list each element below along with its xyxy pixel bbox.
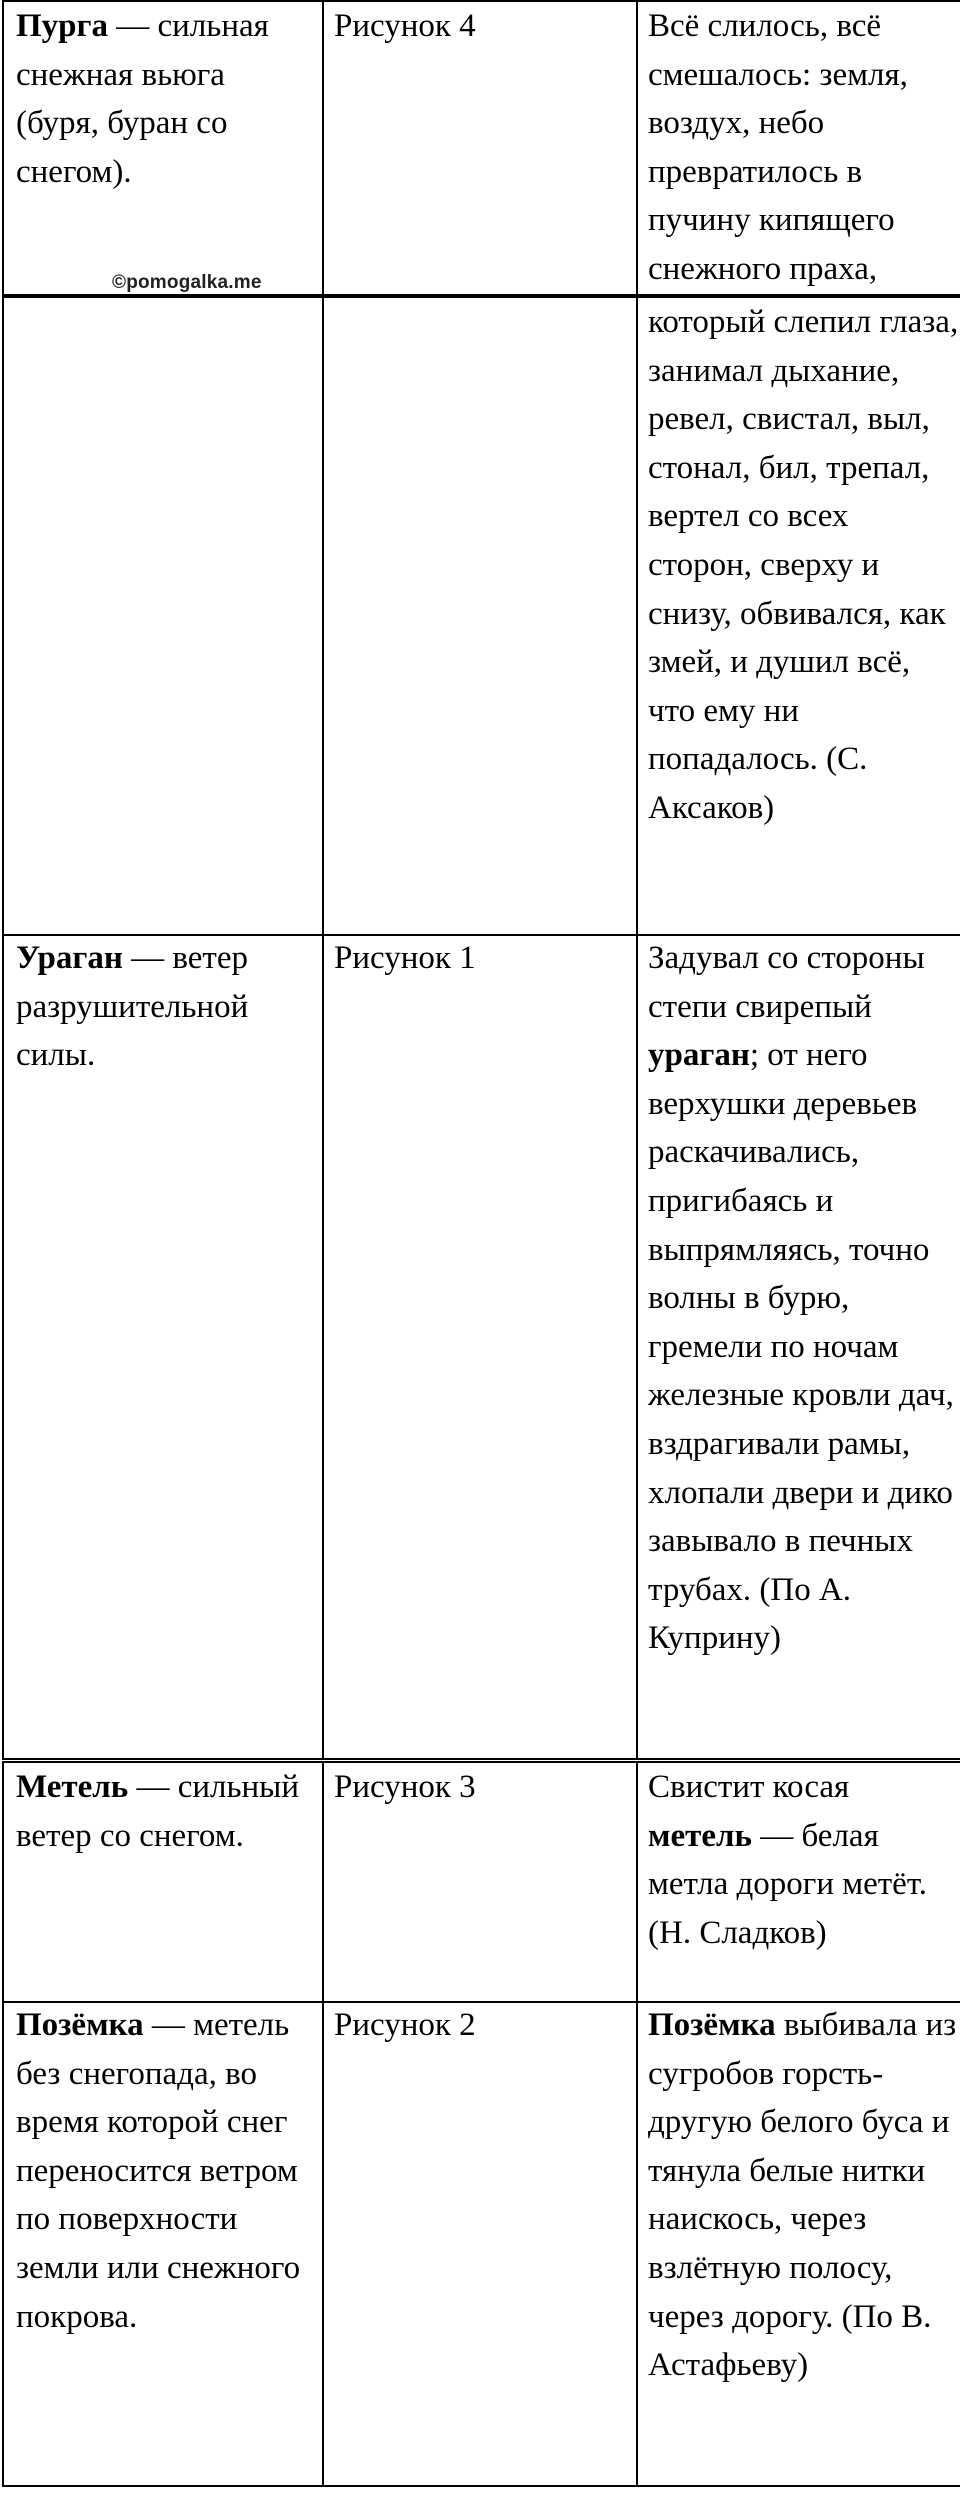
table-section [2,934,960,1760]
term-cell [2,2001,324,2487]
quote-bold-term: Позёмка [648,2007,776,2043]
table-row [2,296,960,936]
quote-text-part: выбивала из сугробов горсть-другую белого буса и тянула белые нитки наискось, через взлётную полосу, через дорогу. (По В. Астафьеву) [648,2007,957,2384]
term-definition: — ветер разрушительной силы. [16,940,249,1074]
table-row [2,934,960,1760]
table-block-pozemka [2,2001,958,2487]
quote-cell [638,934,960,1760]
term-cell [2,0,324,296]
quote-cell [638,296,960,936]
figure-cell [324,2001,638,2487]
figure-cell [324,1761,638,2003]
term: Ураган [16,940,123,976]
quote-cell [638,0,960,296]
figure-cell [324,0,638,296]
quote-text-part: ; от него верхушки деревьев раскачивались, пригибаясь и выпрямляясь, точно волны в бурю, гремели по ночам железные кровли дач, вздрагивали рамы, хлопали двери и дико завывало в печных трубах. (По А. Куприну) [648,1037,954,1657]
quote-text-part: — белая метла дороги метёт. (Н. Сладков) [648,1817,928,1951]
table-row [2,0,960,296]
watermark: ©pomogalka.me [112,272,262,293]
term-cell [2,1761,324,2003]
quote-cell [638,2001,960,2487]
quote-text: Всё слилось, всё смешалось: земля, воздух, небо превратилось в пучину кипящего снежного праха, [648,8,908,287]
figure-cell [324,934,638,1760]
table-row [2,2001,960,2487]
term-definition: — сильный ветер со снегом. [16,1769,300,1854]
term: Позёмка [16,2007,144,2043]
table-section [2,296,960,936]
table-block-metel [2,1761,958,2003]
quote-cell [638,1761,960,2003]
term-definition: — сильная снежная вьюга (буря, буран со снегом). [16,8,269,190]
table-block-uragan [2,934,958,1760]
table-block-continuation [2,296,958,936]
figure-label: Рисунок 1 [334,940,476,976]
table-row [2,1761,960,2003]
quote-bold-term: метель [648,1817,752,1854]
figure-label: Рисунок 4 [334,8,476,44]
figure-label: Рисунок 2 [334,2007,476,2043]
term: Пурга [16,8,109,44]
quote-text: который слепил глаза, занимал дыхание, ревел, свистал, выл, стонал, бил, трепал, вертел со всех сторон, сверху и снизу, обвивался, как змей, и душил всё, что ему ни попадалось. (С. Аксаков) [648,304,959,826]
table-section [2,0,960,296]
table-block-purga [2,0,958,296]
table-section [2,1761,960,2003]
term-cell [2,296,324,936]
term-definition: — метель без снегопада, во время которой снег переносится ветром по поверхности земли или снежного покрова. [16,2007,301,2335]
term: Метель [16,1769,129,1805]
figure-label: Рисунок 3 [334,1769,476,1805]
quote-text-part: Задувал со стороны степи свирепый [648,940,925,1025]
quote-text-part: Свистит косая [648,1769,850,1805]
table-section [2,2001,960,2487]
term-cell [2,934,324,1760]
quote-bold-term: ураган [648,1037,750,1074]
figure-cell [324,296,638,936]
